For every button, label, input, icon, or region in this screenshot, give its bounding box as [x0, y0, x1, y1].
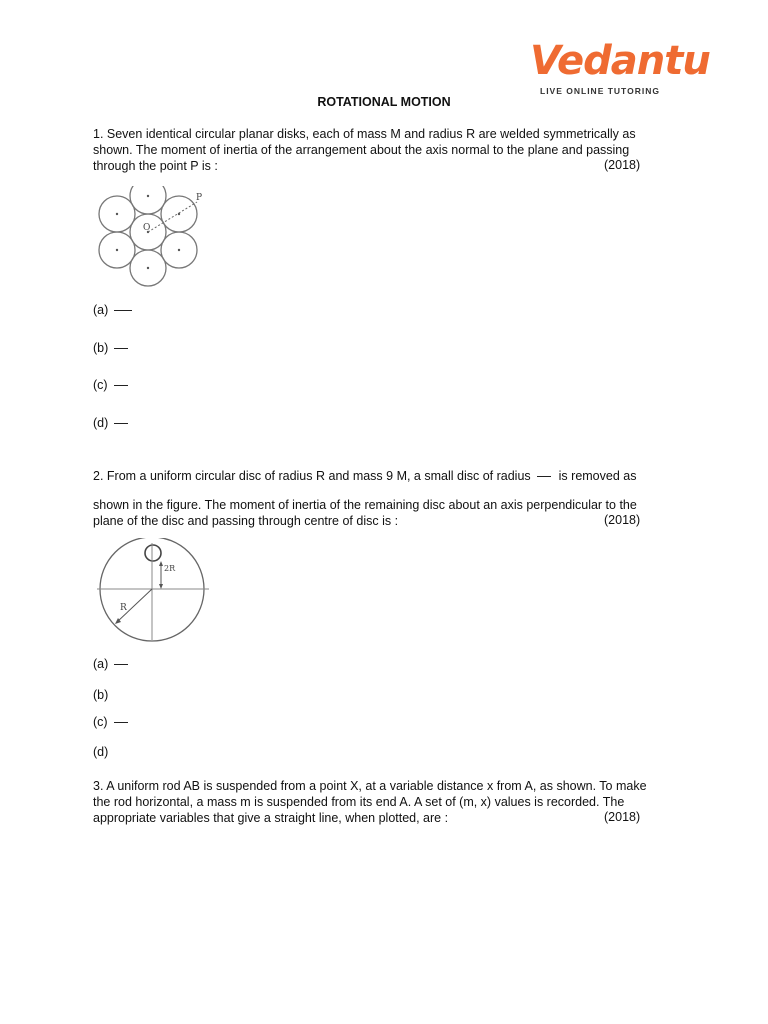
option-label: (c) — [93, 715, 108, 729]
option-label: (a) — [93, 657, 109, 671]
label-2r: 2R — [164, 564, 176, 573]
disc-with-hole-figure — [95, 538, 215, 644]
q1-line-1: 1. Seven identical circular planar disks, each of mass M and radius R are welded symmetrically as — [93, 127, 636, 141]
q2-option-b — [93, 688, 108, 702]
q2-line-3: plane of the disc and passing through centre of disc is : — [93, 514, 399, 528]
logo-wordmark: Vedantu — [530, 38, 710, 84]
q2-option-a — [93, 657, 128, 671]
q3-line-3: appropriate variables that give a straight line, when plotted, are : — [93, 811, 449, 825]
q2-option-d — [93, 745, 108, 759]
point-o-label: O — [143, 223, 151, 233]
fraction-placeholder — [537, 476, 551, 477]
question-3-text — [93, 778, 653, 826]
q2-year: (2018) — [604, 513, 641, 527]
question-1-text — [93, 126, 653, 174]
q2-line-2: shown in the figure. The moment of inertia of the remaining disc about an axis perpendicular to the — [93, 498, 637, 512]
option-label: (d) — [93, 416, 109, 430]
option-label: (a) — [93, 303, 109, 317]
fraction-placeholder — [114, 310, 132, 311]
q3-year: (2018) — [604, 810, 641, 824]
q1-option-d — [93, 416, 128, 430]
fraction-placeholder — [114, 664, 128, 665]
fraction-placeholder — [114, 348, 128, 349]
q3-line-2: the rod horizontal, a mass m is suspended from its end A. A set of (m, x) values is recorded. The — [93, 795, 625, 809]
question-2-text — [93, 497, 653, 529]
label-r: R — [120, 603, 127, 613]
option-label: (b) — [93, 341, 109, 355]
option-label: (c) — [93, 378, 108, 392]
q1-year: (2018) — [604, 158, 641, 172]
point-p-label: P — [196, 193, 203, 203]
q1-line-3: through the point P is : — [93, 159, 218, 173]
question-2-line-1 — [93, 469, 636, 483]
q1-option-a — [93, 303, 132, 317]
option-label: (d) — [93, 745, 109, 759]
q1-option-b — [93, 341, 128, 355]
q1-line-2: shown. The moment of inertia of the arrangement about the axis normal to the plane and passing — [93, 143, 630, 157]
q2-option-c — [93, 715, 128, 729]
q1-option-c — [93, 378, 128, 392]
fraction-placeholder — [114, 423, 128, 424]
q2-text-before: 2. From a uniform circular disc of radius R and mass 9 M, a small disc of radius — [93, 469, 531, 483]
logo-tagline: LIVE ONLINE TUTORING — [540, 86, 660, 96]
option-label: (b) — [93, 688, 109, 702]
q3-line-1: 3. A uniform rod AB is suspended from a point X, at a variable distance x from A, as shown. To make — [93, 779, 647, 793]
seven-disks-figure — [90, 186, 210, 288]
fraction-placeholder — [114, 385, 128, 386]
fraction-placeholder — [114, 722, 128, 723]
page-title: ROTATIONAL MOTION — [317, 95, 451, 109]
q2-text-after: is removed as — [558, 469, 637, 483]
